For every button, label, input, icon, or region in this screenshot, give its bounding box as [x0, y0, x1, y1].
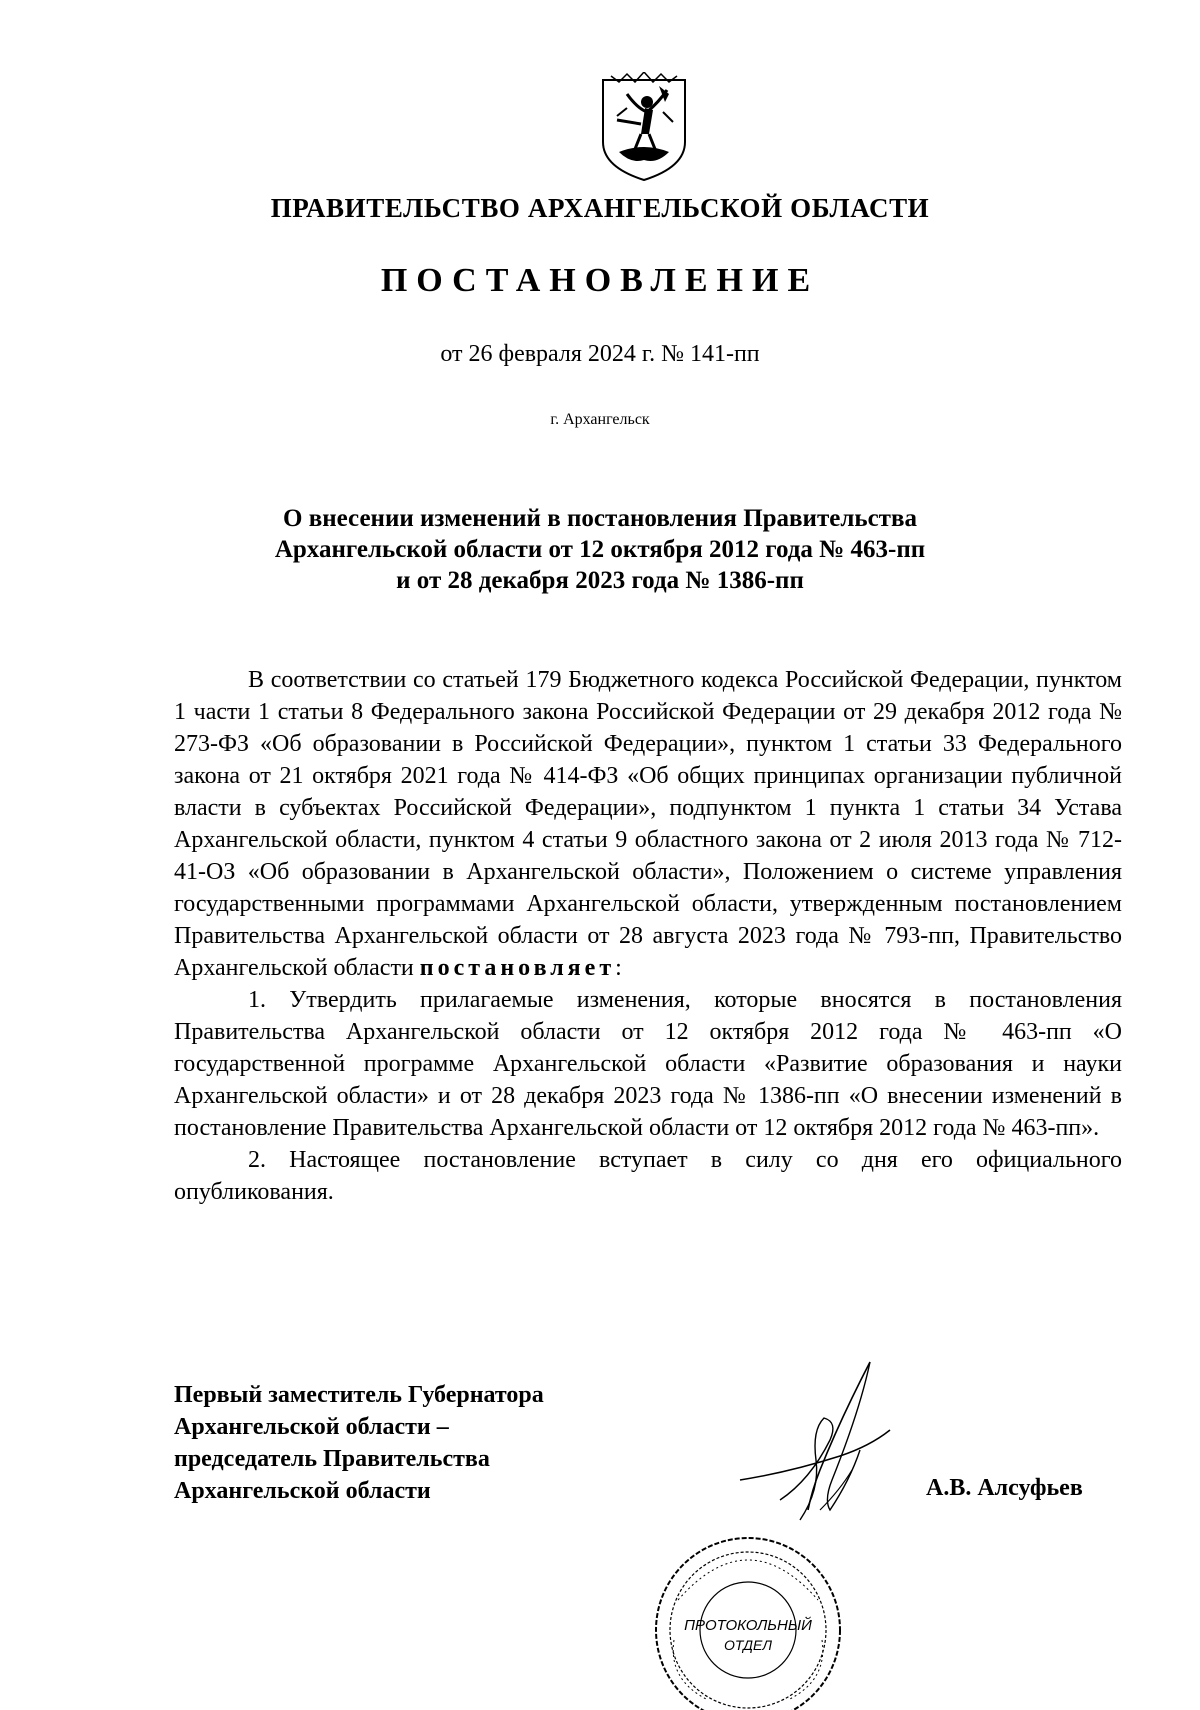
subject-line: О внесении изменений в постановления Правительства — [283, 505, 917, 532]
item-1-paragraph: 1. Утвердить прилагаемые изменения, которые вносятся в постановления Правительства Архангельской области от 12 октября 2012 года № 463-пп «О государственной программе Архангельской области «Развитие образования и науки Архангельской области» и от 28 декабря 2023 года № 1386-пп «О внесении изменений в постановление Правительства Архангельской области от 12 октября 2012 года № 463-пп». — [174, 987, 1122, 1141]
signatory-title-line: Первый заместитель Губернатора — [174, 1382, 544, 1408]
resolves-word: постановляет — [419, 955, 616, 981]
stamp-center-line: ПРОТОКОЛЬНЫЙ — [684, 1617, 812, 1634]
resolves-suffix: : — [615, 955, 622, 981]
coat-of-arms-icon — [597, 72, 691, 184]
signatory-title — [174, 1379, 544, 1507]
item-2-paragraph: 2. Настоящее постановление вступает в силу со дня его официального опубликования. — [174, 1147, 1122, 1205]
document-date-number: от 26 февраля 2024 г. № 141-пп — [440, 341, 760, 367]
document-type: ПОСТАНОВЛЕНИЕ — [380, 262, 820, 299]
stamp-center-line: ОТДЕЛ — [724, 1637, 772, 1653]
subject-line: и от 28 декабря 2023 года № 1386-пп — [396, 567, 804, 594]
round-stamp-icon — [648, 1530, 848, 1710]
document-city: г. Архангельск — [550, 411, 650, 428]
document-subject — [0, 503, 1200, 596]
handwritten-signature-icon — [720, 1360, 920, 1530]
signatory-title-line: председатель Правительства — [174, 1446, 490, 1472]
preamble-paragraph — [174, 664, 1122, 984]
preamble-text: В соответствии со статьей 179 Бюджетного кодекса Российской Федерации, пунктом 1 части 1 статьи 8 Федерального закона Российской Федерации от 29 декабря 2012 года № 273-ФЗ «Об образовании в Российской Федерации», пунктом 1 статьи 33 Федерального закона от 21 октября 2021 года № 414-ФЗ «Об общих принципах организации публичной власти в субъектах Российской Федерации», подпунктом 1 пункта 1 статьи 34 Устава Архангельской области, пунктом 4 статьи 9 областного закона от 2 июля 2013 года № 712-41-ОЗ «Об образовании в Архангельской области», Положением о системе управления государственными программами Архангельской области, утвержденным постановлением Правительства Архангельской области от 28 августа 2023 года № 793-пп, Правительство Архангельской области — [174, 667, 1122, 981]
government-title: ПРАВИТЕЛЬСТВО АРХАНГЕЛЬСКОЙ ОБЛАСТИ — [270, 193, 930, 223]
signatory-title-line: Архангельской области — [174, 1478, 431, 1504]
subject-line: Архангельской области от 12 октября 2012 года № 463-пп — [274, 536, 926, 563]
signatory-title-line: Архангельской области – — [174, 1414, 449, 1440]
signatory-name: А.В. Алсуфьев — [926, 1475, 1083, 1501]
document-body — [174, 664, 1122, 1208]
